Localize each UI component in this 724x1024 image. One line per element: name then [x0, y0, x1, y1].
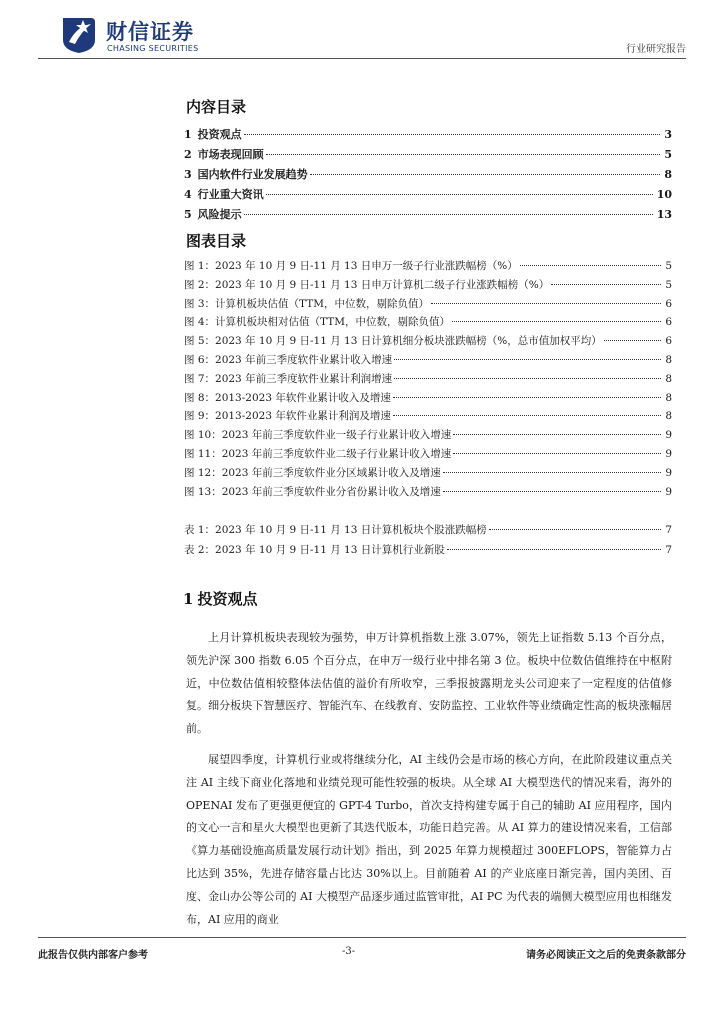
toc-entry-page: 13: [656, 208, 672, 221]
section-heading: [183, 588, 257, 609]
toc-entry-number: 4: [184, 188, 192, 201]
dot-leader: [520, 265, 662, 266]
toc-entry-page: 3: [664, 128, 672, 141]
figure-entry-label: 图 4：计算机板块相对估值（TTM，中位数，剔除负值）: [184, 316, 450, 329]
logo-chinese-name: 财信证券: [106, 20, 194, 44]
figure-entry-page: 9: [665, 485, 672, 498]
figure-entry[interactable]: [184, 446, 672, 465]
toc-entry-label: 投资观点: [197, 128, 242, 141]
contents-title: 内容目录: [186, 98, 247, 116]
figure-entry-page: 6: [665, 297, 672, 310]
figure-entry-label: 图 6：2023 年前三季度软件业累计收入增速: [184, 353, 393, 366]
figure-entry-label: 图 5：2023 年 10 月 9 日-11 月 13 日计算机细分板块涨跌幅榜（%，总市值加权平均）: [184, 335, 602, 348]
figure-entry-page: 8: [665, 372, 672, 385]
logo-english-name: CHASING SECURITIES: [107, 44, 199, 53]
toc-entry-number: 2: [184, 148, 192, 161]
dot-leader: [244, 134, 661, 135]
body-paragraph: 展望四季度，计算机行业或将继续分化，AI 主线仍会是市场的核心方向，在此阶段建议重点关注 AI 主线下商业化落地和业绩兑现可能性较强的板块。从全球 AI 大模型迭代的情况来看，海外的 OPENAI 发布了更强更便宜的 GPT-4 Turbo，首次支持构建专属于自己的辅助 AI 应用程序，国内的文心一言和星火大模型也更新了其迭代版本，功能日趋完善。从 AI 算力的建设情况来看，工信部《算力基础设施高质量发展行动计划》指出，到 2025 年算力规模超过 300EFLOPS，智能算力占比达到 35%，先进存储容量占比达 30%以上。目前随着 AI 的产业底座日渐完善，国内美团、百度、金山办公等公司的 AI 大模型产品逐步通过监管审批，AI PC 为代表的端侧大模型应用也相继发布，AI 应用的商业: [186, 753, 672, 926]
dot-leader: [310, 174, 661, 175]
dot-leader: [393, 397, 661, 398]
figure-entry-label: 图 7：2023 年前三季度软件业累计利润增速: [184, 372, 393, 385]
company-logo-mark-icon: [61, 14, 97, 54]
company-logo: [61, 14, 261, 58]
figure-entry[interactable]: [184, 371, 672, 390]
figure-entry[interactable]: [184, 390, 672, 409]
dot-leader: [604, 340, 662, 341]
table-entry-page: 7: [665, 543, 672, 556]
figures-list: [184, 258, 672, 502]
body-paragraph: 上月计算机板块表现较为强势，申万计算机指数上涨 3.07%，领先上证指数 5.13 个百分点，领先沪深 300 指数 6.05 个百分点，在申万一级行业中排名第 3 位。板块中位数估值维持在中枢附近，中位数估值相较整体法估值的溢价有所收窄，三季报披露期龙头公司迎来了一定程度的估值修复。细分板块下智慧医疗、智能汽车、在线教育、安防监控、工业软件等业绩确定性高的板块涨幅居前。: [186, 631, 672, 736]
figure-entry-page: 6: [665, 316, 672, 329]
figure-entry-label: 图 10：2023 年前三季度软件业一级子行业累计收入增速: [184, 429, 452, 442]
toc-entry-label: 风险提示: [197, 208, 242, 221]
figure-entry[interactable]: [184, 352, 672, 371]
figure-entry-label: 图 11：2023 年前三季度软件业二级子行业累计收入增速: [184, 447, 452, 460]
figure-entry-label: 图 1：2023 年 10 月 9 日-11 月 13 日申万一级子行业涨跌幅榜（%）: [184, 260, 518, 272]
figure-entry[interactable]: [184, 333, 672, 352]
figure-entry[interactable]: [184, 277, 672, 296]
table-entry[interactable]: [184, 522, 672, 542]
section-number: 1: [183, 590, 194, 608]
figure-entry-page: 5: [665, 278, 672, 291]
dot-leader: [452, 321, 661, 322]
dot-leader: [443, 472, 662, 473]
dot-leader: [394, 359, 661, 360]
figure-entry-label: 图 12：2023 年前三季度软件业分区域累计收入及增速: [184, 466, 441, 479]
figure-entry[interactable]: [184, 408, 672, 427]
footer-divider: [38, 937, 686, 938]
dot-leader: [266, 194, 653, 195]
dot-leader: [489, 529, 662, 530]
dot-leader: [266, 154, 661, 155]
figure-entry-label: 图 9：2013-2023 年软件业累计利润及增速: [184, 410, 391, 423]
figure-entry-label: 图 2：2023 年 10 月 9 日-11 月 13 日申万计算机二级子行业涨跌幅榜（%）: [184, 278, 550, 291]
dot-leader: [453, 434, 661, 435]
toc-entry-page: 8: [664, 168, 672, 181]
dot-leader: [443, 491, 662, 492]
dot-leader: [551, 284, 661, 285]
figure-entry-page: 6: [665, 335, 672, 348]
toc-entry[interactable]: [184, 126, 672, 146]
toc-entry-number: 1: [184, 128, 192, 141]
figures-title: 图表目录: [186, 232, 247, 250]
table-entry-label: 表 1：2023 年 10 月 9 日-11 月 13 日计算机板块个股涨跌幅榜: [184, 524, 487, 536]
figure-entry-page: 8: [665, 353, 672, 366]
page-header: [0, 0, 724, 72]
dot-leader: [431, 303, 661, 304]
header-divider: [38, 58, 686, 59]
figure-entry-label: 图 13：2023 年前三季度软件业分省份累计收入及增速: [184, 485, 441, 498]
toc-entry-label: 国内软件行业发展趋势: [197, 168, 308, 181]
page-number: -3-: [342, 946, 356, 957]
footer-notice: 请务必阅读正文之后的免责条款部分: [526, 950, 686, 961]
toc-entry[interactable]: [184, 146, 672, 166]
toc-entry[interactable]: [184, 206, 672, 226]
figure-entry[interactable]: [184, 427, 672, 446]
figure-entry-page: 9: [665, 447, 672, 460]
figure-entry[interactable]: [184, 296, 672, 315]
toc-entry[interactable]: [184, 186, 672, 206]
dot-leader: [393, 415, 661, 416]
dot-leader: [244, 214, 653, 215]
footer-disclaimer: 此报告仅供内部客户参考: [38, 950, 148, 961]
toc-entry-number: 5: [184, 208, 192, 221]
toc-entry-page: 5: [664, 148, 672, 161]
report-type: 行业研究报告: [626, 44, 686, 55]
dot-leader: [394, 378, 661, 379]
tables-list: [184, 522, 672, 561]
figure-entry-label: 图 8：2013-2023 年软件业累计收入及增速: [184, 391, 391, 404]
figure-entry-page: 5: [665, 260, 672, 272]
figure-entry[interactable]: [184, 465, 672, 484]
toc-entry-label: 行业重大资讯: [197, 188, 264, 201]
table-entry-label: 表 2：2023 年 10 月 9 日-11 月 13 日计算机行业新股: [184, 543, 445, 556]
figure-entry-label: 图 3：计算机板块估值（TTM，中位数，剔除负值）: [184, 297, 429, 310]
toc-entry-page: 10: [656, 188, 672, 201]
figure-entry[interactable]: [184, 258, 672, 277]
section-title: 投资观点: [197, 590, 258, 608]
toc-entry-label: 市场表现回顾: [197, 148, 264, 161]
toc-entry[interactable]: [184, 166, 672, 186]
figure-entry[interactable]: [184, 314, 672, 333]
figure-entry-page: 8: [665, 391, 672, 404]
table-entry[interactable]: [184, 542, 672, 562]
contents-list: [184, 126, 672, 226]
figure-entry-page: 8: [665, 410, 672, 423]
figure-entry[interactable]: [184, 484, 672, 503]
dot-leader: [453, 453, 661, 454]
table-entry-page: 7: [665, 524, 672, 536]
figure-entry-page: 9: [665, 466, 672, 479]
dot-leader: [447, 549, 662, 550]
figure-entry-page: 9: [665, 429, 672, 442]
toc-entry-number: 3: [184, 168, 192, 181]
